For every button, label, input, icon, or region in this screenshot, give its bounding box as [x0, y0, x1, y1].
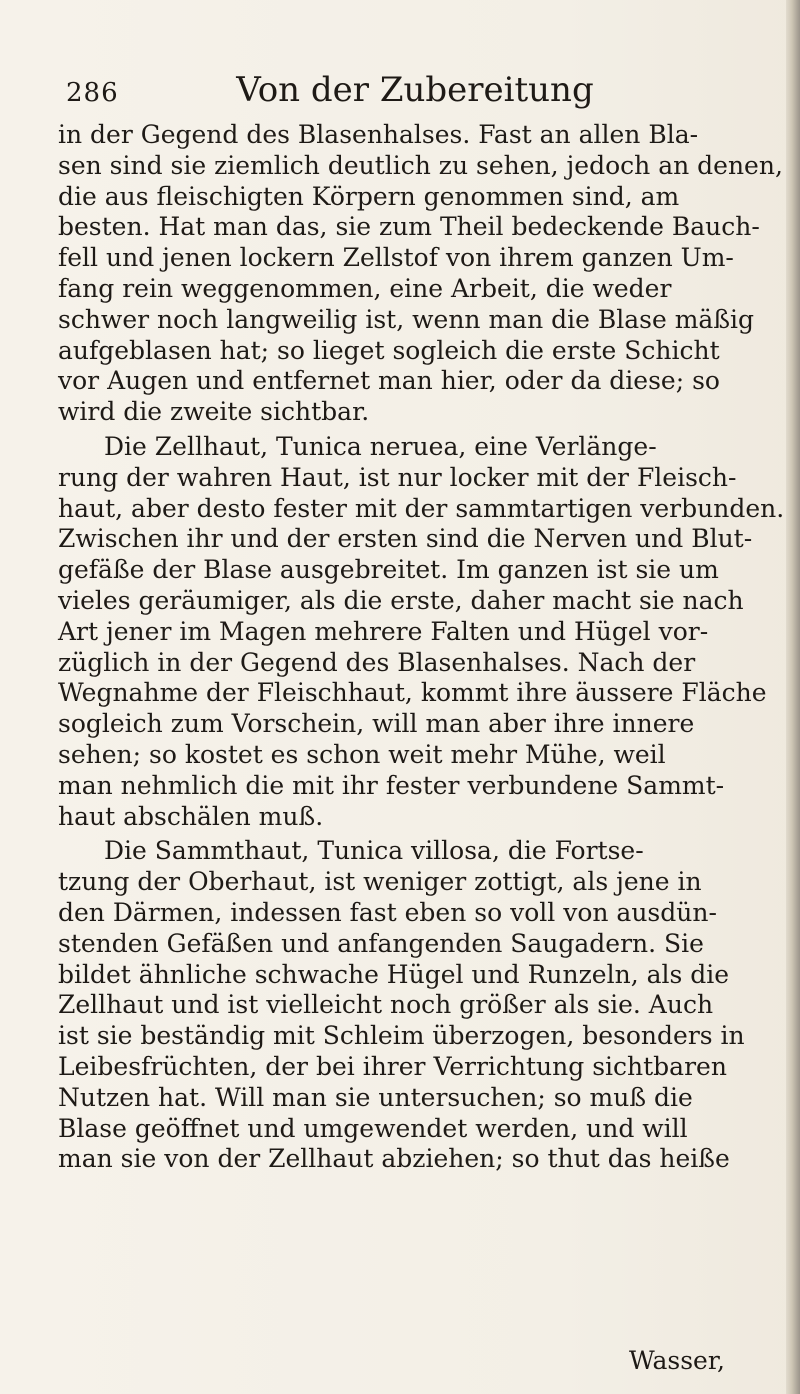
text-line: rung der wahren Haut, ist nur locker mit der Fleisch- [58, 462, 737, 492]
page-header [0, 70, 800, 120]
text-line: Nutzen hat. Will man sie untersuchen; so muß die [58, 1082, 693, 1112]
text-line: Leibesfrüchten, der bei ihrer Verrichtung sichtbaren [58, 1051, 727, 1081]
text-line: stenden Gefäßen und anfangenden Saugadern. Sie [58, 928, 704, 958]
text-line: in der Gegend des Blasenhalses. Fast an allen Bla- [58, 120, 699, 149]
text-line: Die Zellhaut, Tunica neruea, eine Verlänge- [104, 431, 657, 461]
text-line: haut, aber desto fester mit der sammtartigen verbunden. [58, 493, 785, 523]
text-line: sehen; so kostet es schon weit mehr Mühe, weil [58, 739, 666, 769]
text-line: Zellhaut und ist vielleicht noch größer als sie. Auch [58, 990, 714, 1020]
text-line: sogleich zum Vorschein, will man aber ihre innere [58, 709, 695, 739]
text-line: man nehmlich die mit ihr fester verbundene Sammt- [58, 770, 725, 800]
text-line: wird die zweite sichtbar. [58, 397, 370, 427]
text-line: den Därmen, indessen fast eben so voll von ausdün- [58, 897, 717, 927]
text-line: vor Augen und entfernet man hier, oder da diese; so [58, 366, 720, 396]
text-line: haut abschälen muß. [58, 801, 324, 831]
text-line: Blase geöffnet und umgewendet werden, und will [58, 1113, 688, 1143]
catchword: Wasser, [628, 1346, 725, 1375]
paragraph [58, 431, 785, 832]
text-line: sen sind sie ziemlich deutlich zu sehen, jedoch an denen, [58, 150, 783, 180]
text-line: gefäße der Blase ausgebreitet. Im ganzen ist sie um [58, 555, 719, 585]
text-line: schwer noch langweilig ist, wenn man die Blase mäßig [58, 304, 755, 334]
text-line: bildet ähnliche schwache Hügel und Runzeln, als die [58, 959, 730, 989]
text-line: tzung der Oberhaut, ist weniger zottigt, als jene in [58, 867, 702, 897]
page-number: 286 [66, 78, 119, 108]
text-line: die aus fleischigten Körpern genommen sind, am [58, 181, 680, 211]
text-line: aufgeblasen hat; so lieget sogleich die erste Schicht [58, 335, 720, 365]
text-line: Art jener im Magen mehrere Falten und Hügel vor- [58, 616, 709, 646]
text-line: Zwischen ihr und der ersten sind die Nerven und Blut- [58, 524, 753, 554]
text-line: vieles geräumiger, als die erste, daher macht sie nach [58, 585, 744, 615]
text-line: fang rein weggenommen, eine Arbeit, die weder [58, 273, 672, 303]
page-edge [786, 0, 800, 1394]
text-line: fell und jenen lockern Zellstof von ihrem ganzen Um- [58, 243, 734, 273]
text-line: besten. Hat man das, sie zum Theil bedeckende Bauch- [58, 212, 760, 242]
body-text [58, 120, 785, 1175]
text-line: Die Sammthaut, Tunica villosa, die Fortse- [104, 836, 644, 866]
text-line: Wegnahme der Fleischhaut, kommt ihre äussere Fläche [58, 678, 767, 708]
paragraph [58, 836, 763, 1175]
running-head: Von der Zubereitung [236, 70, 594, 110]
text-line: züglich in der Gegend des Blasenhalses. Nach der [58, 647, 696, 677]
text-line: ist sie beständig mit Schleim überzogen, besonders in [58, 1021, 745, 1051]
paragraph [58, 120, 783, 428]
text-line: man sie von der Zellhaut abziehen; so thut das heiße [58, 1144, 730, 1174]
